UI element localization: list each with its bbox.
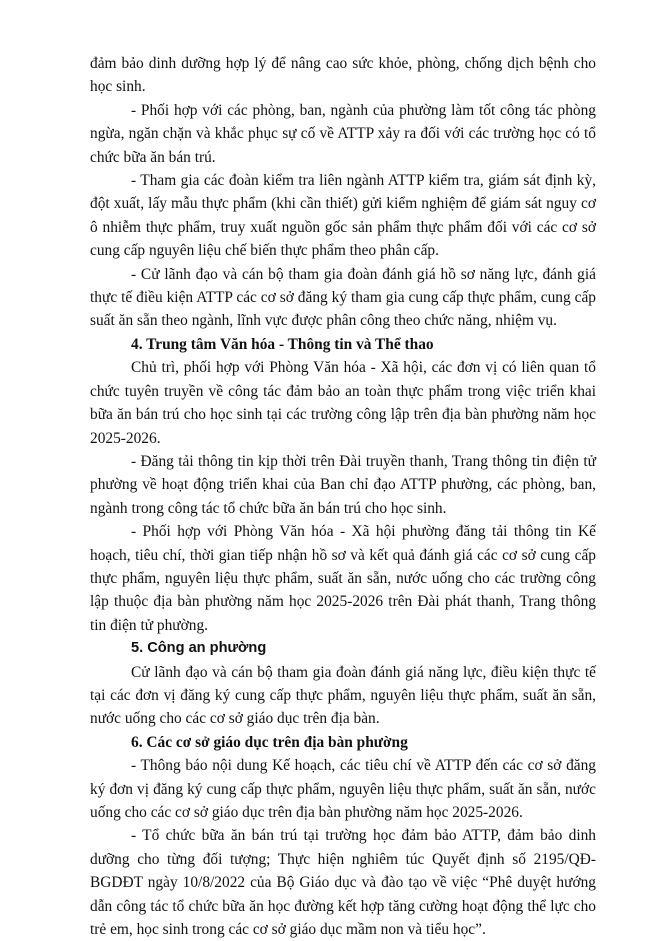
paragraph-continuation: đảm bảo dinh dưỡng hợp lý để nâng cao sức khỏe, phòng, chống dịch bệnh cho học sinh.: [90, 55, 596, 96]
section-heading-police: 5. Công an phường: [131, 640, 267, 657]
paragraph-assessment-staff: - Cử lãnh đạo và cán bộ tham gia đoàn đánh giá hồ sơ năng lực, đánh giá thực tế điều kiện ATTP các cơ sở đăng ký tham gia cung cấp thực phẩm, cung cấp suất ăn sẵn theo ngành, lĩnh vực được phân công theo chức năng, nhiệm vụ.: [90, 265, 596, 330]
section-heading-culture-center: 4. Trung tâm Văn hóa - Thông tin và Thể thao: [131, 335, 434, 353]
paragraph-notify-plan: - Thông báo nội dung Kế hoạch, các tiêu chí về ATTP đến các cơ sở đăng ký đơn vị đăng ký cung cấp thực phẩm, nguyên liệu thực phẩm, suất ăn sẵn, nước uống cho các cơ sở giáo dục trên địa bàn phường năm học 2025-2026.: [90, 757, 596, 821]
section-heading-schools: 6. Các cơ sở giáo dục trên địa bàn phường: [131, 733, 408, 751]
paragraph-inspection-teams: - Tham gia các đoàn kiểm tra liên ngành ATTP kiểm tra, giám sát định kỳ, đột xuất, lấy mẫu thực phẩm (khi cần thiết) gửi kiểm nghiệm để giám sát nguy cơ ô nhiễm thực phẩm, truy xuất nguồn gốc sản phẩm thực phẩm đối với các cơ sở cung cấp nguyên liệu chế biến thực phẩm theo phân cấp.: [90, 172, 596, 260]
paragraph-broadcast: - Đăng tải thông tin kịp thời trên Đài truyền thanh, Trang thông tin điện tử phường về hoạt động triển khai của Ban chỉ đạo ATTP phường, các phòng, ban, ngành trong công tác tổ chức bữa ăn bán trú cho học sinh.: [90, 452, 596, 517]
paragraph-coordinate-incidents: - Phối hợp với các phòng, ban, ngành của phường làm tốt công tác phòng ngừa, ngăn chặn và khắc phục sự cố về ATTP xảy ra đối với các trường học có tổ chức bữa ăn bán trú.: [90, 101, 596, 166]
document-body: [90, 52, 596, 941]
paragraph-propaganda: Chủ trì, phối hợp với Phòng Văn hóa - Xã hội, các đơn vị có liên quan tổ chức tuyên truyền về công tác đảm bảo an toàn thực phẩm trong việc triển khai bữa ăn bán trú cho học sinh tại các trường công lập trên địa bàn phường năm học 2025-2026.: [90, 359, 596, 447]
paragraph-police-duties: Cử lãnh đạo và cán bộ tham gia đoàn đánh giá năng lực, điều kiện thực tế tại các đơn vị đăng ký cung cấp thực phẩm, nguyên liệu thực phẩm, suất ăn sẵn, nước uống cho các cơ sở giáo dục trên địa bàn.: [90, 663, 596, 728]
paragraph-publish-plan: - Phối hợp với Phòng Văn hóa - Xã hội phường đăng tải thông tin Kế hoạch, tiêu chí, thời gian tiếp nhận hồ sơ và kết quả đánh giá các cơ sở cung cấp thực phẩm, nguyên liệu thực phẩm, suất ăn sẵn, nước uống cho các trường công lập thuộc địa bàn phường năm học 2025-2026 trên Đài phát thanh, Trang thông tin điện tử phường.: [90, 523, 596, 634]
paragraph-organize-meals: - Tổ chức bữa ăn bán trú tại trường học đảm bảo ATTP, đảm bảo dinh dưỡng cho từng đối tượng; Thực hiện nghiêm túc Quyết định số 2195/QĐ-BGDĐT ngày 10/8/2022 của Bộ Giáo dục và đào tạo về việc “Phê duyệt hướng dẫn công tác tổ chức bữa ăn học đường kết hợp tăng cường hoạt động thể lực cho trẻ em, học sinh trong các cơ sở giáo dục mầm non và tiểu học”.: [90, 827, 596, 939]
